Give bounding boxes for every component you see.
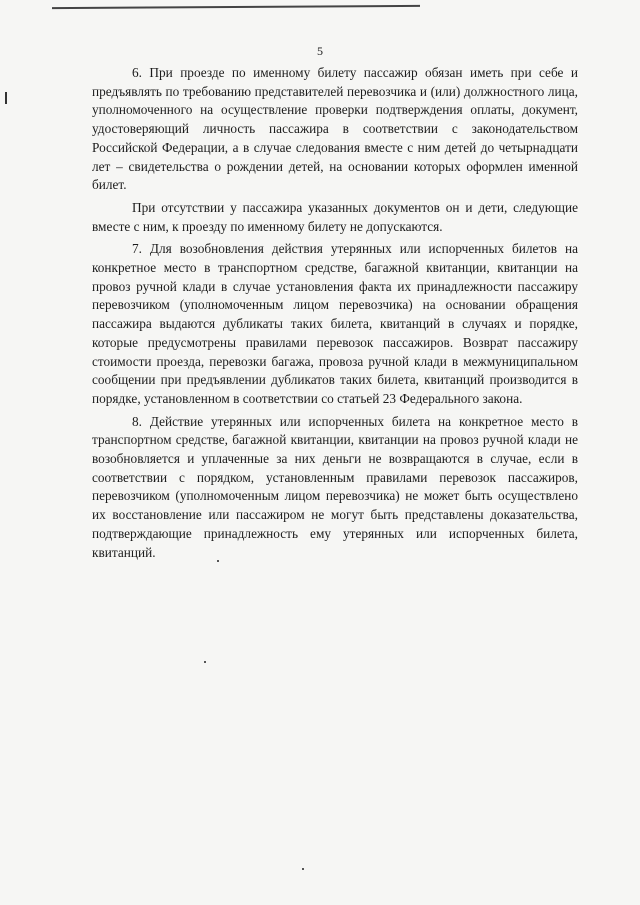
scan-speck [217, 560, 219, 562]
paragraph-6-note: При отсутствии у пассажира указанных документов он и дети, следующие вместе с ним, к проезду по именному билету не допускаются. [92, 199, 578, 234]
margin-mark [5, 92, 7, 104]
scan-speck [204, 661, 206, 663]
scan-speck [302, 868, 304, 870]
paragraph-6: 6. При проезде по именному билету пассажир обязан иметь при себе и предъявлять по требованию представителей перевозчика и (или) должностного лица, уполномоченного на осуществление проверки подтверждения оплаты, документ, удостоверяющий личность пассажира в соответствии с законодательством Российской Федерации, а в случае следования вместе с ним детей до четырнадцати лет – свидетельства о рождении детей, на основании которых оформлен именной билет. [92, 65, 578, 193]
paragraph-8: 8. Действие утерянных или испорченных билета на конкретное место в транспортном средстве, багажной квитанции, квитанции на провоз ручной клади не возобновляется и уплаченные за них деньги не возвращаются в случае, если в соответствии с порядком, установленным правилами перевозок пассажиров, перевозчиком (уполномоченным лицом перевозчика) не может быть осуществлено их восстановление или пассажиром не могут быть представлены доказательства, подтверждающие принадлежность ему утерянных или испорченных билета, квитанций. [92, 413, 578, 560]
document-body [92, 64, 578, 566]
paragraph-7: 7. Для возобновления действия утерянных или испорченных билетов на конкретное место в транспортном средстве, багажной квитанции, квитанции на провоз ручной клади в случае установления факта их принадлежности пассажиру перевозчиком (уполномоченным лицом перевозчика) на основании обращения пассажира выдаются дубликаты таких билета, квитанций в случаях и порядке, которые предусмотрены правилами перевозок пассажиров. Возврат пассажиру стоимости проезда, перевозки багажа, провоза ручной клади в межмуниципальном сообщении при предъявлении дубликатов таких билета, квитанций производится в порядке, установленном в соответствии со статьей 23 Федерального закона. [92, 241, 578, 406]
page-number: 5 [317, 44, 323, 58]
scan-edge-line [52, 5, 420, 9]
